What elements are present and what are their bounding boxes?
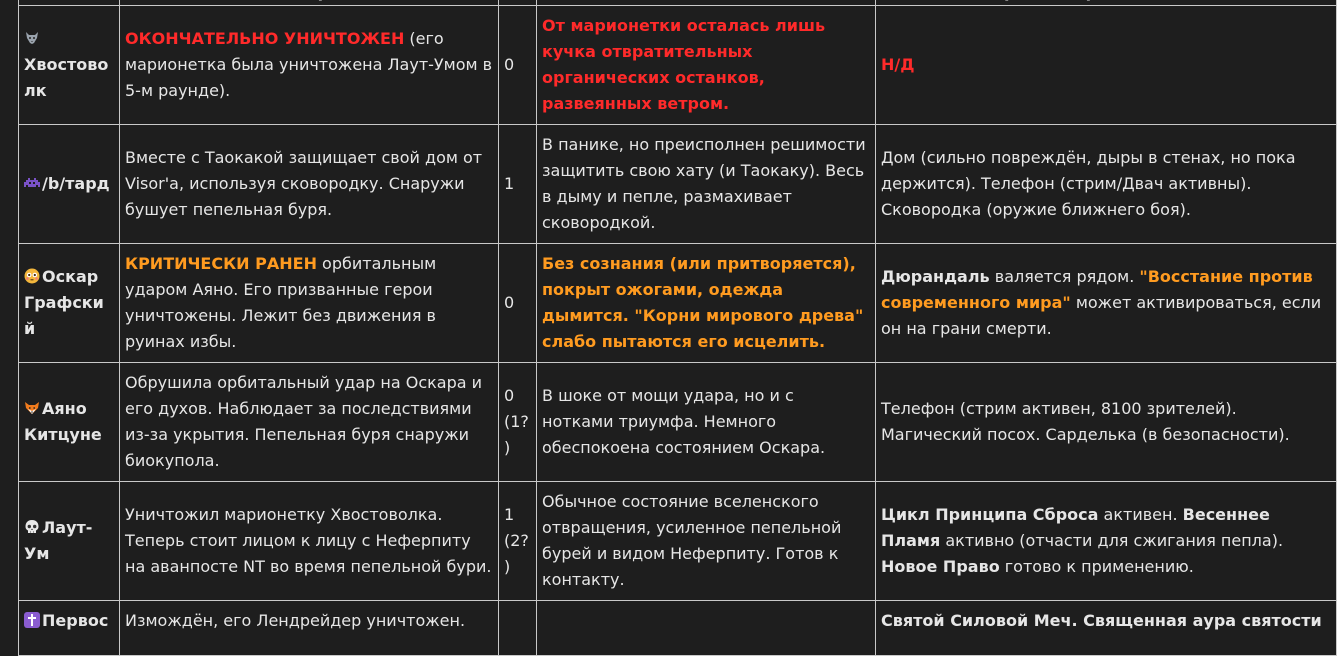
participant-name: Первос [42,611,109,630]
participant-state-cell: От марионетки осталась лишь кучка отвратительных органических останков, развеянных ветром. [537,6,876,125]
table-row [19,363,1337,482]
fox-icon [24,400,40,416]
participant-number-cell [499,601,537,656]
latin-cross-icon [24,612,40,628]
participant-inventory-cell: Дюрандаль валяется рядом. "Восстание против современного мира" может активироваться, если он на грани смерти. [876,244,1337,363]
participants-status-table [18,0,1337,656]
participant-number-cell: 0 (1?) [499,363,537,482]
participant-action-cell: Вместе с Таокакой защищает свой дом от Visor'а, используя сковородку. Снаружи бушует пепельная буря. [120,125,499,244]
wolf-icon [24,30,40,46]
participant-name: Аяно Китцуне [24,399,102,444]
participant-action-cell: ОКОНЧАТЕЛЬНО УНИЧТОЖЕН (его марионетка была уничтожена Лаут-Умом в 5-м раунде). [120,6,499,125]
participant-number-cell: 1 (2?) [499,482,537,601]
participant-action-cell: Уничтожил марионетку Хвостоволка. Теперь стоит лицом к лицу с Неферпиту на аванпосте NT во время пепельной бури. [120,482,499,601]
participant-action-cell: Обрушила орбитальный удар на Оскара и его духов. Наблюдает за последствиями из-за укрытия. Пепельная буря снаружи биокупола. [120,363,499,482]
table-row [19,482,1337,601]
participant-name: Оскар Графский [24,267,104,338]
participant-name: Лаут-Ум [24,518,93,563]
table-row [19,601,1337,656]
participant-state-cell: В шоке от мощи удара, но и с нотками триумфа. Немного обеспокоена состоянием Оскара. [537,363,876,482]
participant-name-cell [19,363,120,482]
skull-icon [24,519,40,535]
participant-inventory-cell: Н/Д [876,6,1337,125]
table-row [19,244,1337,363]
table-row [19,6,1337,125]
participant-inventory-cell: Святой Силовой Меч. Священная аура святости [876,601,1337,656]
participant-name: /b/тард [42,174,110,193]
table-row [19,125,1337,244]
participant-inventory-cell: Дом (сильно повреждён, дыры в стенах, но пока держится). Телефон (стрим/Двач активны). Сковородка (оружие ближнего боя). [876,125,1337,244]
participant-state-cell: Без сознания (или притворяется), покрыт ожогами, одежда дымится. "Корни мирового древа" слабо пытаются его исцелить. [537,244,876,363]
participant-number-cell: 0 [499,6,537,125]
participant-action-cell: Измождён, его Лендрейдер уничтожен. [120,601,499,656]
participant-state-cell: В панике, но преисполнен решимости защитить свою хату (и Таокаку). Весь в дыму и пепле, размахивает сковородкой. [537,125,876,244]
participant-name-cell [19,125,120,244]
participant-name-cell [19,482,120,601]
participant-name-cell [19,6,120,125]
participant-name: Хвостоволк [24,55,109,100]
participant-state-cell [537,601,876,656]
participant-name-cell [19,601,120,656]
participant-inventory-cell: Телефон (стрим активен, 8100 зрителей). Магический посох. Сарделька (в безопасности). [876,363,1337,482]
participant-number-cell: 0 [499,244,537,363]
participant-state-cell: Обычное состояние вселенского отвращения, усиленное пепельной бурей и видом Неферпиту. Готов к контакту. [537,482,876,601]
participant-number-cell: 1 [499,125,537,244]
alien-monster-icon [24,175,40,191]
participant-inventory-cell: Цикл Принципа Сброса активен. Весеннее Пламя активно (отчасти для сжигания пепла). Новое Право готово к применению. [876,482,1337,601]
flushed-face-icon [24,268,40,284]
participant-name-cell [19,244,120,363]
participant-action-cell: КРИТИЧЕСКИ РАНЕН орбитальным ударом Аяно. Его призванные герои уничтожены. Лежит без движения в руинах избы. [120,244,499,363]
